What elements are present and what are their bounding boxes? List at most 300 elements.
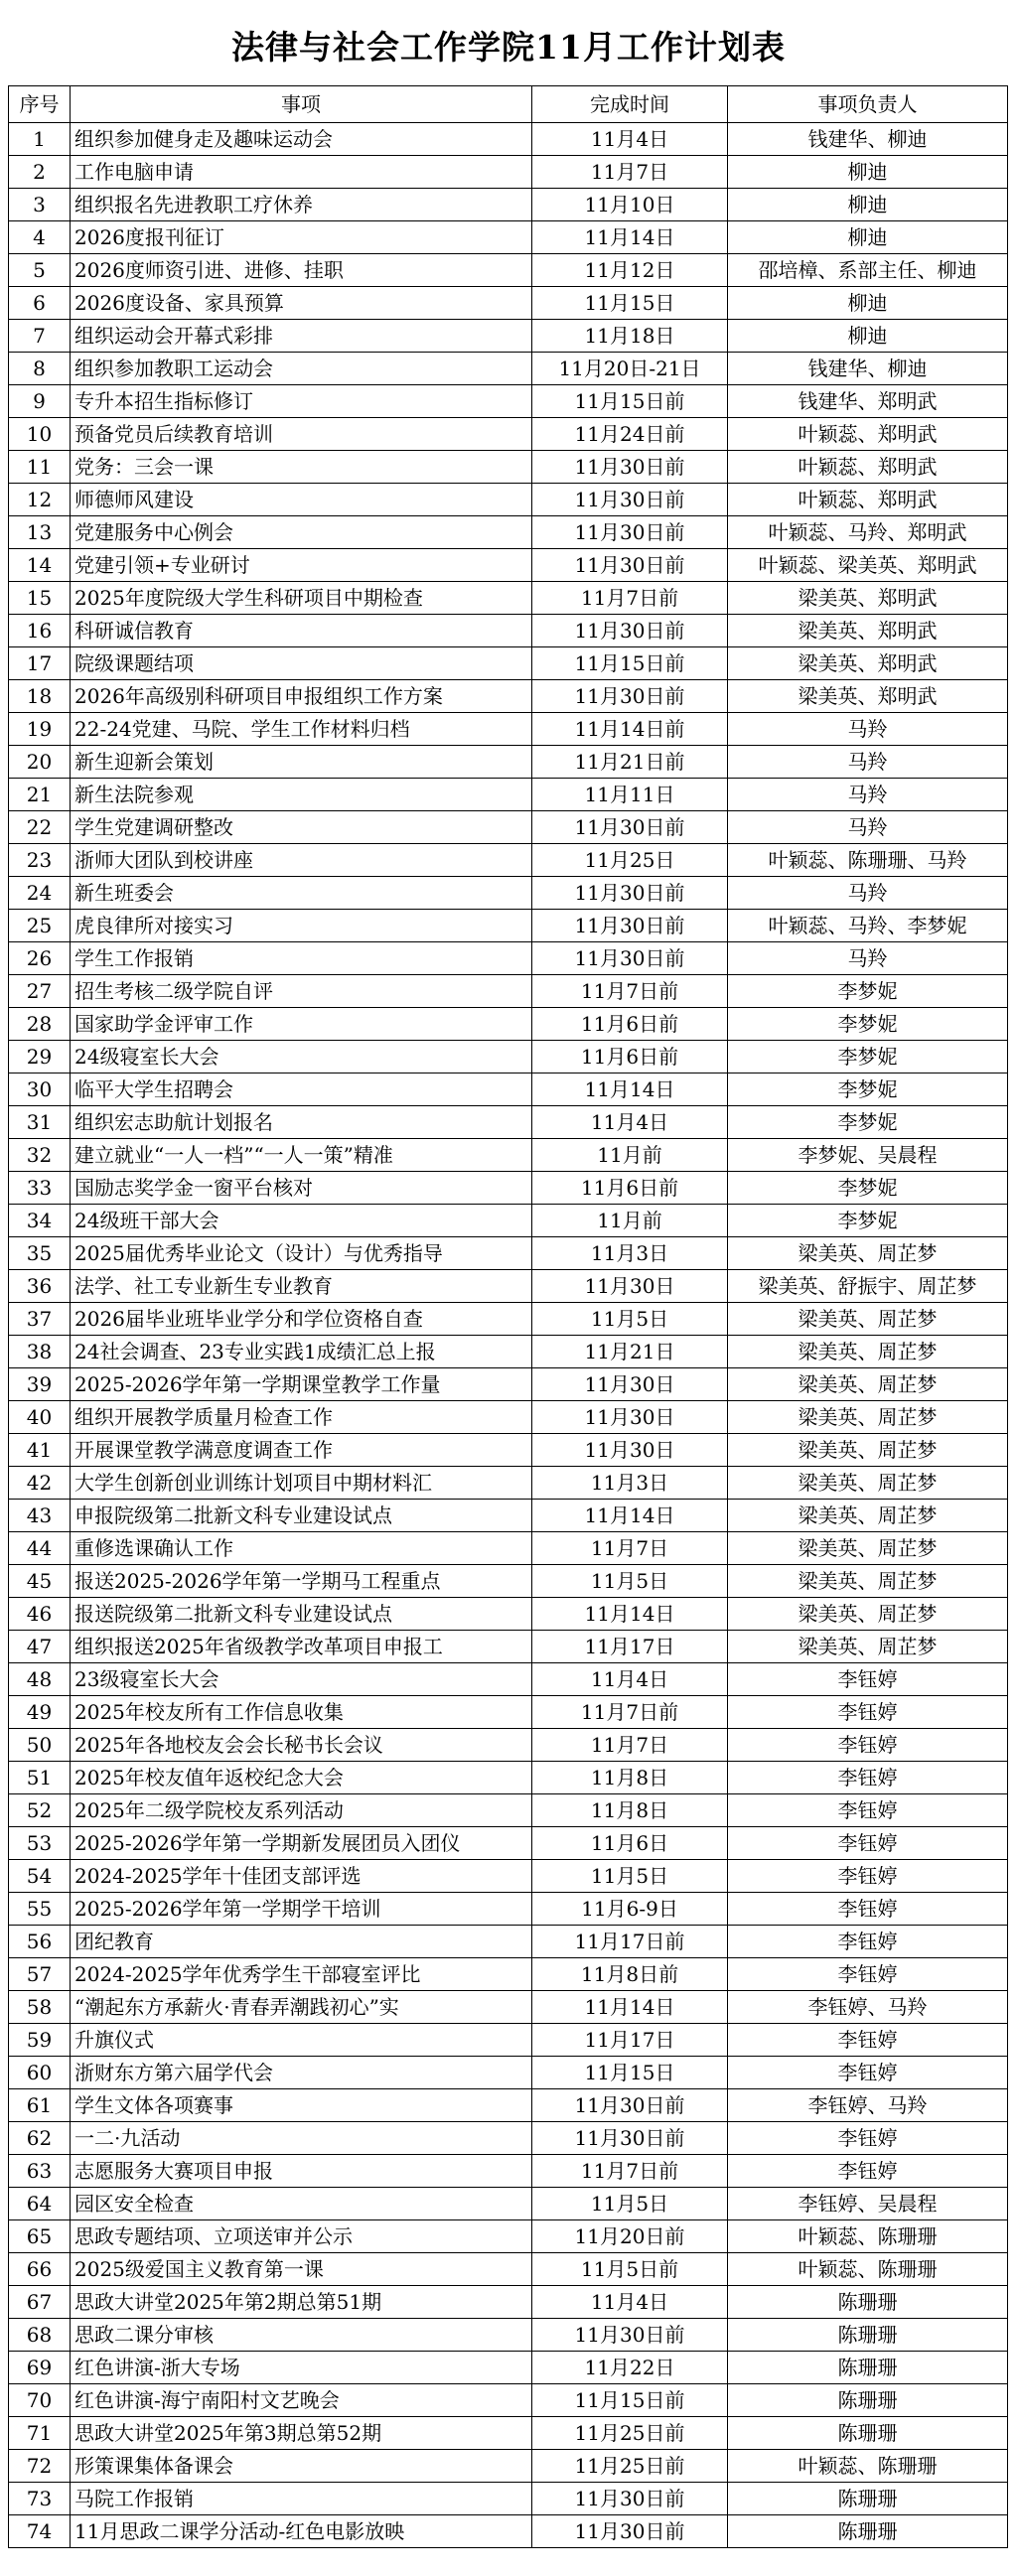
row-number: 46	[9, 1598, 71, 1631]
task-cell: 招生考核二级学院自评	[71, 975, 532, 1008]
owner-cell: 钱建华、柳迪	[728, 123, 1008, 156]
due-time-cell: 11月30日前	[532, 680, 728, 713]
owner-cell: 梁美英、舒振宇、周芷梦	[728, 1270, 1008, 1303]
owner-cell: 叶颖蕊、郑明武	[728, 484, 1008, 516]
owner-cell: 李钰婷、马羚	[728, 2089, 1008, 2122]
task-cell: 红色讲演-浙大专场	[71, 2352, 532, 2384]
table-row	[9, 123, 1008, 156]
due-time-cell: 11月14日	[532, 221, 728, 254]
row-number: 20	[9, 746, 71, 779]
owner-cell: 李梦妮	[728, 1172, 1008, 1205]
task-cell: 专升本招生指标修订	[71, 385, 532, 418]
task-cell: 团纪教育	[71, 1926, 532, 1958]
owner-cell: 叶颖蕊、陈珊珊、马羚	[728, 844, 1008, 877]
table-row	[9, 2450, 1008, 2483]
table-row	[9, 156, 1008, 189]
owner-cell: 李梦妮	[728, 1041, 1008, 1073]
row-number: 70	[9, 2384, 71, 2417]
due-time-cell: 11月17日	[532, 2024, 728, 2057]
owner-cell: 柳迪	[728, 221, 1008, 254]
task-cell: 志愿服务大赛项目申报	[71, 2155, 532, 2188]
row-number: 50	[9, 1729, 71, 1762]
due-time-cell: 11月14日前	[532, 713, 728, 746]
due-time-cell: 11月15日前	[532, 2384, 728, 2417]
task-cell: 园区安全检查	[71, 2188, 532, 2220]
owner-cell: 李梦妮	[728, 1073, 1008, 1106]
owner-cell: 马羚	[728, 713, 1008, 746]
table-row	[9, 975, 1008, 1008]
row-number: 21	[9, 779, 71, 811]
row-number: 15	[9, 582, 71, 615]
due-time-cell: 11月前	[532, 1139, 728, 1172]
due-time-cell: 11月7日前	[532, 2155, 728, 2188]
owner-cell: 陈珊珊	[728, 2384, 1008, 2417]
table-row	[9, 2384, 1008, 2417]
table-row	[9, 1336, 1008, 1368]
table-row	[9, 1041, 1008, 1073]
table-row	[9, 647, 1008, 680]
task-cell: 组织参加健身走及趣味运动会	[71, 123, 532, 156]
header-no: 序号	[9, 86, 71, 123]
owner-cell: 梁美英、周芷梦	[728, 1598, 1008, 1631]
task-cell: 2026年高级别科研项目申报组织工作方案	[71, 680, 532, 713]
table-row	[9, 1401, 1008, 1434]
task-cell: 建立就业“一人一档”“一人一策”精准	[71, 1139, 532, 1172]
due-time-cell: 11月30日前	[532, 549, 728, 582]
owner-cell: 梁美英、郑明武	[728, 582, 1008, 615]
table-row	[9, 1303, 1008, 1336]
owner-cell: 陈珊珊	[728, 2319, 1008, 2352]
task-cell: 法学、社工专业新生专业教育	[71, 1270, 532, 1303]
header-time: 完成时间	[532, 86, 728, 123]
row-number: 30	[9, 1073, 71, 1106]
owner-cell: 李梦妮	[728, 1008, 1008, 1041]
task-cell: 23级寝室长大会	[71, 1663, 532, 1696]
task-cell: 22-24党建、马院、学生工作材料归档	[71, 713, 532, 746]
task-cell: 2025-2026学年第一学期新发展团员入团仪	[71, 1827, 532, 1860]
row-number: 57	[9, 1958, 71, 1991]
due-time-cell: 11月5日	[532, 1860, 728, 1893]
row-number: 56	[9, 1926, 71, 1958]
owner-cell: 李梦妮、吴晨程	[728, 1139, 1008, 1172]
row-number: 55	[9, 1893, 71, 1926]
table-row	[9, 2515, 1008, 2548]
task-cell: 党务：三会一课	[71, 451, 532, 484]
task-cell: 一二·九活动	[71, 2122, 532, 2155]
due-time-cell: 11月6日	[532, 1827, 728, 1860]
table-row	[9, 1893, 1008, 1926]
due-time-cell: 11月14日	[532, 1991, 728, 2024]
table-row	[9, 418, 1008, 451]
table-row	[9, 320, 1008, 353]
row-number: 33	[9, 1172, 71, 1205]
task-cell: 24级班干部大会	[71, 1205, 532, 1237]
row-number: 51	[9, 1762, 71, 1794]
row-number: 69	[9, 2352, 71, 2384]
row-number: 4	[9, 221, 71, 254]
task-cell: 2025级爱国主义教育第一课	[71, 2253, 532, 2286]
owner-cell: 梁美英、周芷梦	[728, 1237, 1008, 1270]
due-time-cell: 11月30日前	[532, 2515, 728, 2548]
owner-cell: 李钰婷	[728, 1926, 1008, 1958]
due-time-cell: 11月30日前	[532, 516, 728, 549]
task-cell: 2026度设备、家具预算	[71, 287, 532, 320]
due-time-cell: 11月25日	[532, 844, 728, 877]
owner-cell: 叶颖蕊、郑明武	[728, 418, 1008, 451]
owner-cell: 梁美英、周芷梦	[728, 1303, 1008, 1336]
table-row	[9, 2253, 1008, 2286]
task-cell: 组织开展教学质量月检查工作	[71, 1401, 532, 1434]
due-time-cell: 11月24日前	[532, 418, 728, 451]
due-time-cell: 11月6日前	[532, 1041, 728, 1073]
due-time-cell: 11月7日	[532, 1729, 728, 1762]
owner-cell: 李钰婷、马羚	[728, 1991, 1008, 2024]
task-cell: 2025-2026学年第一学期课堂教学工作量	[71, 1368, 532, 1401]
row-number: 66	[9, 2253, 71, 2286]
row-number: 73	[9, 2483, 71, 2515]
row-number: 19	[9, 713, 71, 746]
task-cell: 2025年度院级大学生科研项目中期检查	[71, 582, 532, 615]
table-row	[9, 2483, 1008, 2515]
row-number: 3	[9, 189, 71, 221]
row-number: 7	[9, 320, 71, 353]
table-row	[9, 1598, 1008, 1631]
owner-cell: 李钰婷、吴晨程	[728, 2188, 1008, 2220]
owner-cell: 叶颖蕊、陈珊珊	[728, 2450, 1008, 2483]
row-number: 14	[9, 549, 71, 582]
task-cell: 组织参加教职工运动会	[71, 353, 532, 385]
task-cell: 学生党建调研整改	[71, 811, 532, 844]
task-cell: 思政大讲堂2025年第2期总第51期	[71, 2286, 532, 2319]
task-cell: 2024-2025学年十佳团支部评选	[71, 1860, 532, 1893]
due-time-cell: 11月30日	[532, 1270, 728, 1303]
row-number: 11	[9, 451, 71, 484]
due-time-cell: 11月5日	[532, 1565, 728, 1598]
table-row	[9, 189, 1008, 221]
table-row	[9, 254, 1008, 287]
task-cell: 院级课题结项	[71, 647, 532, 680]
row-number: 16	[9, 615, 71, 647]
task-cell: 临平大学生招聘会	[71, 1073, 532, 1106]
table-row	[9, 2089, 1008, 2122]
row-number: 63	[9, 2155, 71, 2188]
row-number: 52	[9, 1794, 71, 1827]
task-cell: 党建引领+专业研讨	[71, 549, 532, 582]
task-cell: 新生法院参观	[71, 779, 532, 811]
row-number: 17	[9, 647, 71, 680]
table-row	[9, 2286, 1008, 2319]
due-time-cell: 11月30日前	[532, 910, 728, 942]
owner-cell: 李钰婷	[728, 1893, 1008, 1926]
row-number: 71	[9, 2417, 71, 2450]
row-number: 64	[9, 2188, 71, 2220]
task-cell: 浙财东方第六届学代会	[71, 2057, 532, 2089]
due-time-cell: 11月7日前	[532, 582, 728, 615]
owner-cell: 陈珊珊	[728, 2286, 1008, 2319]
table-row	[9, 2319, 1008, 2352]
task-cell: 2025年校友所有工作信息收集	[71, 1696, 532, 1729]
table-row	[9, 2220, 1008, 2253]
table-row	[9, 713, 1008, 746]
due-time-cell: 11月4日	[532, 1106, 728, 1139]
task-cell: 2026届毕业班毕业学分和学位资格自查	[71, 1303, 532, 1336]
task-cell: 红色讲演-海宁南阳村文艺晚会	[71, 2384, 532, 2417]
row-number: 10	[9, 418, 71, 451]
owner-cell: 李钰婷	[728, 1696, 1008, 1729]
owner-cell: 梁美英、周芷梦	[728, 1500, 1008, 1532]
row-number: 42	[9, 1467, 71, 1500]
owner-cell: 李钰婷	[728, 2024, 1008, 2057]
table-row	[9, 1008, 1008, 1041]
owner-cell: 李钰婷	[728, 2122, 1008, 2155]
row-number: 44	[9, 1532, 71, 1565]
row-number: 39	[9, 1368, 71, 1401]
task-cell: 科研诚信教育	[71, 615, 532, 647]
table-row	[9, 287, 1008, 320]
owner-cell: 梁美英、周芷梦	[728, 1401, 1008, 1434]
table-header-row	[9, 86, 1008, 123]
table-row	[9, 1860, 1008, 1893]
due-time-cell: 11月10日	[532, 189, 728, 221]
due-time-cell: 11月14日	[532, 1500, 728, 1532]
table-row	[9, 1991, 1008, 2024]
due-time-cell: 11月3日	[532, 1237, 728, 1270]
due-time-cell: 11月17日	[532, 1631, 728, 1663]
due-time-cell: 11月15日前	[532, 647, 728, 680]
owner-cell: 李钰婷	[728, 1729, 1008, 1762]
table-row	[9, 1663, 1008, 1696]
owner-cell: 柳迪	[728, 156, 1008, 189]
due-time-cell: 11月30日	[532, 1401, 728, 1434]
task-cell: 开展课堂教学满意度调查工作	[71, 1434, 532, 1467]
row-number: 72	[9, 2450, 71, 2483]
table-body	[9, 123, 1008, 2548]
owner-cell: 叶颖蕊、郑明武	[728, 451, 1008, 484]
table-row	[9, 615, 1008, 647]
owner-cell: 叶颖蕊、陈珊珊	[728, 2220, 1008, 2253]
task-cell: 申报院级第二批新文科专业建设试点	[71, 1500, 532, 1532]
table-row	[9, 484, 1008, 516]
due-time-cell: 11月22日	[532, 2352, 728, 2384]
task-cell: 工作电脑申请	[71, 156, 532, 189]
owner-cell: 李梦妮	[728, 1106, 1008, 1139]
row-number: 31	[9, 1106, 71, 1139]
table-row	[9, 1434, 1008, 1467]
table-row	[9, 2057, 1008, 2089]
task-cell: 思政二课分审核	[71, 2319, 532, 2352]
task-cell: 师德师风建设	[71, 484, 532, 516]
row-number: 13	[9, 516, 71, 549]
due-time-cell: 11月7日	[532, 1532, 728, 1565]
owner-cell: 李钰婷	[728, 1958, 1008, 1991]
owner-cell: 陈珊珊	[728, 2417, 1008, 2450]
row-number: 65	[9, 2220, 71, 2253]
task-cell: 组织报名先进教职工疗休养	[71, 189, 532, 221]
table-row	[9, 2024, 1008, 2057]
task-cell: 2026度报刊征订	[71, 221, 532, 254]
owner-cell: 邵培樟、系部主任、柳迪	[728, 254, 1008, 287]
table-row	[9, 1532, 1008, 1565]
due-time-cell: 11月30日前	[532, 615, 728, 647]
task-cell: 组织报送2025年省级教学改革项目申报工	[71, 1631, 532, 1663]
task-cell: 新生迎新会策划	[71, 746, 532, 779]
task-cell: 重修选课确认工作	[71, 1532, 532, 1565]
table-row	[9, 451, 1008, 484]
row-number: 41	[9, 1434, 71, 1467]
owner-cell: 叶颖蕊、马羚、郑明武	[728, 516, 1008, 549]
table-row	[9, 1139, 1008, 1172]
owner-cell: 梁美英、周芷梦	[728, 1631, 1008, 1663]
owner-cell: 马羚	[728, 811, 1008, 844]
due-time-cell: 11月前	[532, 1205, 728, 1237]
task-cell: 2025年各地校友会会长秘书长会议	[71, 1729, 532, 1762]
due-time-cell: 11月20日前	[532, 2220, 728, 2253]
row-number: 40	[9, 1401, 71, 1434]
owner-cell: 李钰婷	[728, 1762, 1008, 1794]
owner-cell: 李钰婷	[728, 1860, 1008, 1893]
table-row	[9, 942, 1008, 975]
due-time-cell: 11月30日前	[532, 942, 728, 975]
table-row	[9, 2122, 1008, 2155]
row-number: 22	[9, 811, 71, 844]
header-owner: 事项负责人	[728, 86, 1008, 123]
owner-cell: 李钰婷	[728, 1663, 1008, 1696]
due-time-cell: 11月11日	[532, 779, 728, 811]
row-number: 45	[9, 1565, 71, 1598]
table-row	[9, 1794, 1008, 1827]
due-time-cell: 11月5日	[532, 2188, 728, 2220]
row-number: 6	[9, 287, 71, 320]
task-cell: 报送院级第二批新文科专业建设试点	[71, 1598, 532, 1631]
due-time-cell: 11月15日前	[532, 385, 728, 418]
table-row	[9, 1270, 1008, 1303]
row-number: 18	[9, 680, 71, 713]
owner-cell: 叶颖蕊、陈珊珊	[728, 2253, 1008, 2286]
owner-cell: 钱建华、柳迪	[728, 353, 1008, 385]
table-row	[9, 582, 1008, 615]
task-cell: 国励志奖学金一窗平台核对	[71, 1172, 532, 1205]
owner-cell: 钱建华、郑明武	[728, 385, 1008, 418]
table-row	[9, 1467, 1008, 1500]
table-row	[9, 1958, 1008, 1991]
due-time-cell: 11月21日	[532, 1336, 728, 1368]
table-row	[9, 1631, 1008, 1663]
due-time-cell: 11月20日-21日	[532, 353, 728, 385]
due-time-cell: 11月17日前	[532, 1926, 728, 1958]
row-number: 54	[9, 1860, 71, 1893]
due-time-cell: 11月30日前	[532, 484, 728, 516]
table-row	[9, 2417, 1008, 2450]
task-cell: 2025-2026学年第一学期学干培训	[71, 1893, 532, 1926]
row-number: 32	[9, 1139, 71, 1172]
due-time-cell: 11月30日前	[532, 2089, 728, 2122]
task-cell: 预备党员后续教育培训	[71, 418, 532, 451]
owner-cell: 柳迪	[728, 189, 1008, 221]
task-cell: 大学生创新创业训练计划项目中期材料汇	[71, 1467, 532, 1500]
due-time-cell: 11月7日	[532, 156, 728, 189]
due-time-cell: 11月4日	[532, 2286, 728, 2319]
table-row	[9, 2188, 1008, 2220]
row-number: 47	[9, 1631, 71, 1663]
due-time-cell: 11月7日前	[532, 1696, 728, 1729]
row-number: 61	[9, 2089, 71, 2122]
due-time-cell: 11月5日前	[532, 2253, 728, 2286]
owner-cell: 马羚	[728, 877, 1008, 910]
due-time-cell: 11月14日	[532, 1598, 728, 1631]
row-number: 27	[9, 975, 71, 1008]
row-number: 24	[9, 877, 71, 910]
owner-cell: 李钰婷	[728, 2155, 1008, 2188]
table-row	[9, 1500, 1008, 1532]
table-row	[9, 2352, 1008, 2384]
task-cell: 学生文体各项赛事	[71, 2089, 532, 2122]
due-time-cell: 11月7日前	[532, 975, 728, 1008]
owner-cell: 柳迪	[728, 287, 1008, 320]
row-number: 25	[9, 910, 71, 942]
due-time-cell: 11月8日	[532, 1762, 728, 1794]
row-number: 74	[9, 2515, 71, 2548]
owner-cell: 马羚	[728, 779, 1008, 811]
task-cell: 2025年校友值年返校纪念大会	[71, 1762, 532, 1794]
due-time-cell: 11月30日	[532, 1434, 728, 1467]
owner-cell: 马羚	[728, 942, 1008, 975]
task-cell: 形策课集体备课会	[71, 2450, 532, 2483]
task-cell: 24社会调查、23专业实践1成绩汇总上报	[71, 1336, 532, 1368]
row-number: 38	[9, 1336, 71, 1368]
owner-cell: 梁美英、郑明武	[728, 615, 1008, 647]
task-cell: 思政大讲堂2025年第3期总第52期	[71, 2417, 532, 2450]
row-number: 37	[9, 1303, 71, 1336]
table-row	[9, 1827, 1008, 1860]
row-number: 60	[9, 2057, 71, 2089]
table-row	[9, 1729, 1008, 1762]
owner-cell: 梁美英、周芷梦	[728, 1532, 1008, 1565]
owner-cell: 李钰婷	[728, 1794, 1008, 1827]
owner-cell: 陈珊珊	[728, 2483, 1008, 2515]
table-row	[9, 1106, 1008, 1139]
owner-cell: 梁美英、周芷梦	[728, 1368, 1008, 1401]
task-cell: 新生班委会	[71, 877, 532, 910]
table-row	[9, 844, 1008, 877]
due-time-cell: 11月14日	[532, 1073, 728, 1106]
due-time-cell: 11月8日前	[532, 1958, 728, 1991]
row-number: 53	[9, 1827, 71, 1860]
table-row	[9, 1926, 1008, 1958]
row-number: 43	[9, 1500, 71, 1532]
owner-cell: 梁美英、周芷梦	[728, 1434, 1008, 1467]
due-time-cell: 11月8日	[532, 1794, 728, 1827]
task-cell: 虎良律所对接实习	[71, 910, 532, 942]
owner-cell: 梁美英、周芷梦	[728, 1336, 1008, 1368]
owner-cell: 李梦妮	[728, 1205, 1008, 1237]
row-number: 9	[9, 385, 71, 418]
task-cell: 思政专题结项、立项送审并公示	[71, 2220, 532, 2253]
task-cell: 组织运动会开幕式彩排	[71, 320, 532, 353]
table-row	[9, 353, 1008, 385]
table-row	[9, 680, 1008, 713]
due-time-cell: 11月21日前	[532, 746, 728, 779]
row-number: 5	[9, 254, 71, 287]
row-number: 58	[9, 1991, 71, 2024]
row-number: 34	[9, 1205, 71, 1237]
due-time-cell: 11月15日	[532, 2057, 728, 2089]
due-time-cell: 11月30日前	[532, 451, 728, 484]
owner-cell: 李梦妮	[728, 975, 1008, 1008]
row-number: 49	[9, 1696, 71, 1729]
due-time-cell: 11月6-9日	[532, 1893, 728, 1926]
table-row	[9, 1696, 1008, 1729]
task-cell: 24级寝室长大会	[71, 1041, 532, 1073]
